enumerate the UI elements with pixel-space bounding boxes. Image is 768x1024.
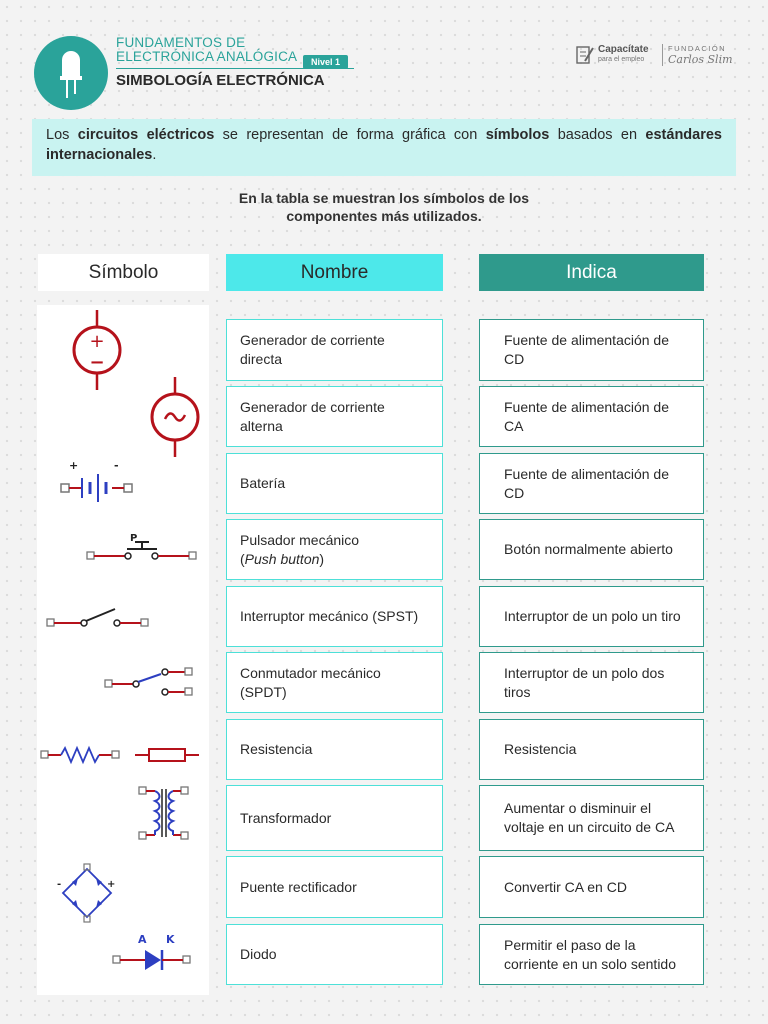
indicates-text: Fuente de alimentación de CD: [504, 332, 669, 367]
indicates-text: Convertir CA en CD: [504, 878, 627, 895]
intro-text: Los: [46, 127, 78, 143]
symbol-panel: [37, 305, 209, 995]
level-badge: Nivel 1: [303, 55, 348, 69]
bridge-rectifier-icon: [57, 863, 117, 923]
brand-separator: [662, 44, 663, 66]
indicates-text: Botón normalmente abierto: [504, 541, 673, 557]
name-cell: [226, 719, 443, 780]
name-cell: [226, 453, 443, 514]
course-subtitle-line2: ELECTRÓNICA ANALÓGICA: [116, 49, 298, 64]
bridge-plus-label: +: [107, 879, 116, 890]
indicates-cell: [479, 319, 704, 381]
name-text: Resistencia: [240, 741, 313, 757]
name-text-italic: Push button: [244, 550, 320, 567]
intro-text: se representan de forma gráfica con: [214, 127, 486, 143]
diode-icon: [111, 930, 195, 974]
bridge-minus-label: -: [57, 879, 62, 890]
course-subtitle: [116, 36, 297, 64]
dc-source-icon: [65, 310, 129, 390]
indicates-cell: [479, 785, 704, 851]
indicates-text: Fuente de alimentación de CD: [504, 465, 669, 501]
indicates-cell: [479, 386, 704, 447]
page-title: SIMBOLOGÍA ELECTRÓNICA: [116, 72, 325, 89]
indicates-cell: [479, 453, 704, 514]
indicates-text: Interruptor de un polo dos tiros: [504, 664, 665, 700]
name-cell: [226, 586, 443, 647]
battery-minus-label: -: [114, 460, 119, 472]
intro-bold: estándares internacionales: [46, 127, 722, 163]
anode-label: A: [138, 933, 147, 946]
table-caption: [0, 189, 768, 225]
plus-sign: +: [89, 331, 105, 352]
indicates-cell: [479, 652, 704, 713]
name-cell: [226, 856, 443, 918]
brand-name: Capacítate: [598, 44, 649, 55]
indicates-text: Interruptor de un polo un tiro: [504, 608, 681, 624]
intro-bold: símbolos: [485, 127, 550, 143]
ac-source-icon: [145, 377, 209, 457]
foundation-signature: Carlos Slim: [668, 53, 733, 66]
foundation-label: FUNDACIÓN: [668, 44, 727, 53]
column-header-indicates: Indica: [479, 254, 704, 291]
transformer-icon: [137, 785, 191, 841]
indicates-cell: [479, 519, 704, 580]
name-cell: [226, 924, 443, 985]
push-button-label: P: [130, 533, 138, 544]
indicates-cell: [479, 586, 704, 647]
course-subtitle-line1: FUNDAMENTOS DE: [116, 35, 246, 50]
indicates-cell: [479, 719, 704, 780]
push-button-icon: [85, 530, 201, 566]
name-cell: [226, 785, 443, 851]
name-text: Puente rectificador: [240, 878, 357, 895]
brand-logo: [576, 43, 733, 71]
indicates-text: Aumentar o disminuir el voltaje en un circuito de CA: [504, 800, 675, 835]
indicates-text: Fuente de alimentación de CA: [504, 398, 669, 434]
spdt-switch-icon: [103, 665, 195, 701]
name-cell: [226, 519, 443, 580]
table-caption-line1: En la tabla se muestran los símbolos de los: [238, 190, 530, 206]
table-caption-line2: componentes más utilizados.: [286, 208, 482, 224]
minus-sign: −: [89, 352, 105, 373]
name-cell: [226, 386, 443, 447]
battery-icon: [57, 460, 137, 504]
cathode-label: K: [166, 933, 175, 946]
column-header-symbol: Símbolo: [38, 254, 209, 291]
name-text: Transformador: [240, 809, 332, 826]
led-logo: [34, 36, 108, 110]
intro-text: .: [152, 147, 157, 163]
indicates-text: Resistencia: [504, 741, 577, 757]
name-text: Interruptor mecánico (SPST): [240, 608, 419, 624]
led-icon: [34, 36, 108, 110]
name-text: Pulsador mecánico (Push button): [240, 531, 360, 567]
name-text-main: Pulsador mecánico: [240, 531, 360, 548]
indicates-cell: [479, 924, 704, 985]
brand-tagline: para el empleo: [598, 56, 645, 63]
pencil-notebook-icon: [576, 45, 594, 65]
name-text: Generador de corriente directa: [240, 332, 385, 367]
intro-bold: circuitos eléctricos: [77, 127, 215, 143]
column-header-name: Nombre: [226, 254, 443, 291]
indicates-text: Permitir el paso de la corriente en un solo sentido: [504, 936, 676, 972]
name-text: Batería: [240, 475, 286, 491]
name-cell: [226, 652, 443, 713]
indicates-cell: [479, 856, 704, 918]
intro-box: [32, 119, 736, 176]
name-text: Diodo: [240, 946, 277, 962]
battery-plus-label: +: [69, 460, 79, 472]
name-text: Generador de corriente alterna: [240, 398, 385, 434]
spst-switch-icon: [45, 605, 149, 633]
resistor-icon: [39, 744, 207, 766]
name-cell: [226, 319, 443, 381]
name-text: Conmutador mecánico (SPDT): [240, 664, 381, 700]
intro-text: basados en: [549, 127, 646, 143]
